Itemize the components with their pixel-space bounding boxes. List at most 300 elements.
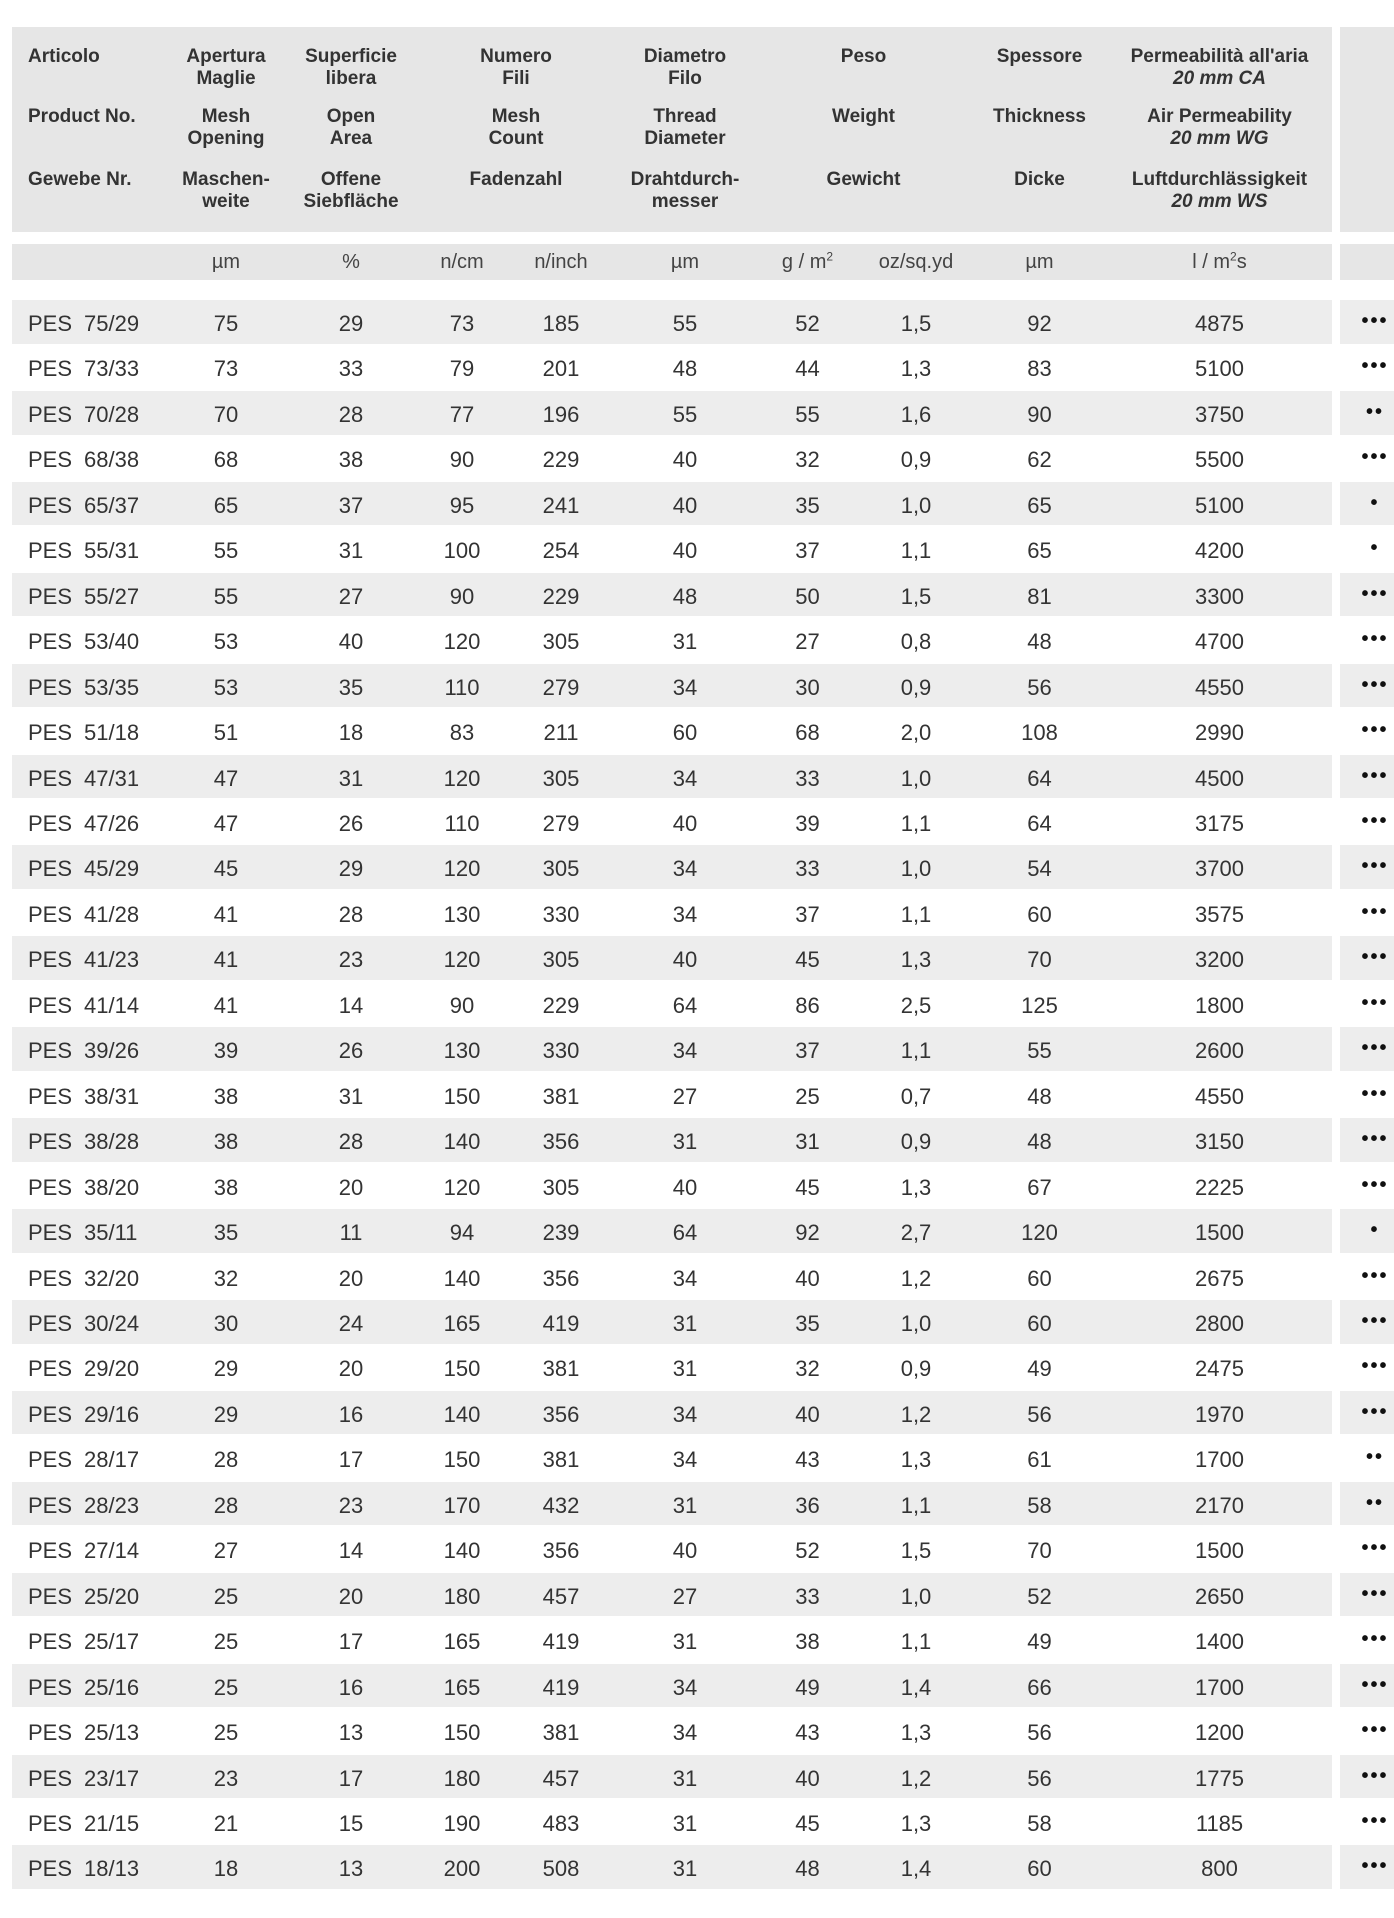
- col-ozyd: 2,0: [900, 720, 932, 746]
- col-air: 4550: [1195, 1083, 1244, 1109]
- col-opening: 70: [167, 391, 285, 435]
- col-air: 4700: [1195, 629, 1244, 655]
- unit-thread: µm: [615, 244, 755, 280]
- product-code: PES 75/29: [12, 300, 167, 344]
- col-opening: 53: [213, 629, 239, 655]
- product-code: PES 47/31: [12, 755, 167, 799]
- col-open-area: 31: [338, 1083, 364, 1109]
- col-thickness: 60: [972, 1845, 1107, 1889]
- col-open-area: 20: [338, 1265, 364, 1291]
- product-code: PES 47/26: [28, 810, 140, 836]
- col-open-area: 16: [285, 1391, 417, 1435]
- col-ninch: 305: [507, 936, 615, 980]
- rating-dots: •••: [1340, 1027, 1394, 1071]
- col-opening: 32: [213, 1265, 239, 1291]
- col-ncm: 110: [444, 810, 480, 836]
- col-opening: 55: [213, 538, 239, 564]
- col-thread: 31: [615, 1755, 755, 1799]
- col-thickness: 48: [1027, 629, 1052, 655]
- col-ninch: 196: [507, 391, 615, 435]
- product-code: PES 41/14: [28, 992, 140, 1018]
- header-thread: Diametro Filo Thread Diameter Drahtdurch-messer: [615, 27, 755, 232]
- rating-dots: •: [1340, 482, 1394, 526]
- col-open-area: 14: [338, 1538, 364, 1564]
- col-air: 1185: [1195, 1810, 1244, 1836]
- col-gm2: 50: [755, 573, 860, 617]
- table-row: [12, 1027, 1389, 1071]
- col-ninch: 508: [507, 1845, 615, 1889]
- col-opening: 38: [213, 1174, 239, 1200]
- col-ozyd: 1,3: [900, 1174, 932, 1200]
- col-ncm: 94: [417, 1209, 507, 1253]
- table-row: [12, 1755, 1389, 1799]
- rating-dots: •••: [1340, 573, 1394, 617]
- col-ncm: 120: [417, 845, 507, 889]
- col-gm2: 37: [795, 538, 820, 564]
- table-row: [12, 982, 1389, 1026]
- col-ninch: 419: [507, 1300, 615, 1344]
- col-thickness: 56: [972, 1755, 1107, 1799]
- table-row: [12, 1209, 1382, 1253]
- col-thickness: 70: [972, 936, 1107, 980]
- product-code: PES 53/35: [12, 664, 167, 708]
- rating-dots: •••: [1361, 355, 1389, 378]
- unit-ozyd: oz/sq.yd: [860, 244, 972, 280]
- rating-dots: ••: [1340, 391, 1394, 435]
- col-ninch: 356: [507, 1391, 615, 1435]
- col-air: 3150: [1107, 1118, 1332, 1162]
- col-ozyd: 1,4: [860, 1664, 972, 1708]
- col-air: 2600: [1107, 1027, 1332, 1071]
- col-ozyd: 1,1: [860, 1482, 972, 1526]
- col-ninch: 305: [542, 629, 580, 655]
- col-thickness: 70: [1027, 1538, 1052, 1564]
- col-air: 3175: [1195, 810, 1244, 836]
- col-ozyd: 2,7: [860, 1209, 972, 1253]
- col-thickness: 125: [1021, 992, 1058, 1018]
- col-air: 4200: [1195, 538, 1244, 564]
- col-ozyd: 1,2: [860, 1755, 972, 1799]
- col-air: 4550: [1107, 664, 1332, 708]
- col-gm2: 38: [795, 1629, 820, 1655]
- col-thread: 31: [672, 1629, 698, 1655]
- col-ncm: 77: [417, 391, 507, 435]
- col-opening: 18: [167, 1845, 285, 1889]
- col-ncm: 79: [449, 356, 475, 382]
- col-thread: 27: [672, 1083, 698, 1109]
- col-gm2: 35: [755, 482, 860, 526]
- col-gm2: 33: [755, 755, 860, 799]
- col-gm2: 39: [795, 810, 820, 836]
- rating-dots: •••: [1361, 719, 1389, 742]
- product-code: PES 29/20: [28, 1356, 140, 1382]
- col-ozyd: 1,5: [860, 300, 972, 344]
- col-thickness: 92: [972, 300, 1107, 344]
- table-row: [12, 1300, 1389, 1344]
- rating-dots: •••: [1361, 1537, 1389, 1560]
- col-air: 1400: [1195, 1629, 1244, 1655]
- table-row: [12, 618, 1389, 662]
- col-ozyd: 1,0: [860, 755, 972, 799]
- col-gm2: 32: [795, 447, 820, 473]
- table-row: [12, 936, 1389, 980]
- rating-dots: •••: [1361, 446, 1389, 469]
- col-ozyd: 1,2: [900, 1265, 932, 1291]
- product-code: PES 25/17: [28, 1629, 140, 1655]
- col-gm2: 30: [755, 664, 860, 708]
- col-ozyd: 0,8: [900, 629, 932, 655]
- col-ninch: 241: [507, 482, 615, 526]
- col-air: 3700: [1107, 845, 1332, 889]
- col-thread: 34: [615, 1027, 755, 1071]
- product-code: PES 27/14: [28, 1538, 140, 1564]
- col-thread: 40: [672, 810, 698, 836]
- col-air: 2650: [1107, 1573, 1332, 1617]
- table-row: [12, 1573, 1389, 1617]
- col-thread: 64: [672, 992, 698, 1018]
- col-ncm: 140: [417, 1391, 507, 1435]
- col-open-area: 26: [285, 1027, 417, 1071]
- col-thickness: 64: [1027, 810, 1052, 836]
- col-opening: 47: [213, 810, 239, 836]
- rating-dots: •••: [1340, 1118, 1394, 1162]
- rating-dots: •••: [1361, 1719, 1389, 1742]
- col-gm2: 52: [795, 1538, 820, 1564]
- col-gm2: 45: [755, 936, 860, 980]
- product-code: PES 68/38: [28, 447, 140, 473]
- table-row: [12, 1482, 1382, 1526]
- col-ncm: 120: [417, 936, 507, 980]
- col-thickness: 81: [972, 573, 1107, 617]
- rating-dots: •••: [1340, 1845, 1394, 1889]
- col-open-area: 13: [338, 1720, 364, 1746]
- col-opening: 39: [167, 1027, 285, 1071]
- col-ninch: 432: [507, 1482, 615, 1526]
- col-ozyd: 0,9: [860, 664, 972, 708]
- col-opening: 41: [213, 992, 239, 1018]
- col-thread: 40: [615, 936, 755, 980]
- header-air-permeability: Permeabilità all'aria 20 mm CA Air Permeability 20 mm WG Luftdurchlässigkeit 20 mm WS: [1107, 27, 1332, 232]
- col-gm2: 40: [795, 1265, 820, 1291]
- col-opening: 28: [213, 1447, 239, 1473]
- product-code: PES 21/15: [28, 1810, 140, 1836]
- col-ozyd: 1,5: [860, 573, 972, 617]
- col-open-area: 40: [338, 629, 364, 655]
- col-ozyd: 1,1: [900, 810, 932, 836]
- col-open-area: 17: [338, 1629, 364, 1655]
- col-opening: 27: [213, 1538, 239, 1564]
- col-opening: 25: [167, 1664, 285, 1708]
- product-code: PES 35/11: [12, 1209, 167, 1253]
- rating-dots: •••: [1361, 1628, 1389, 1651]
- col-thickness: 65: [972, 482, 1107, 526]
- col-ncm: 110: [417, 664, 507, 708]
- col-ozyd: 1,0: [860, 1300, 972, 1344]
- col-thickness: 49: [1027, 1356, 1052, 1382]
- col-ncm: 190: [443, 1810, 481, 1836]
- product-code: PES 38/20: [28, 1174, 140, 1200]
- col-gm2: 33: [755, 1573, 860, 1617]
- product-code: PES 73/33: [28, 356, 140, 382]
- col-open-area: 28: [285, 391, 417, 435]
- table-row: [12, 664, 1389, 708]
- col-opening: 21: [213, 1810, 239, 1836]
- col-open-area: 18: [338, 720, 364, 746]
- col-open-area: 23: [285, 1482, 417, 1526]
- col-thickness: 62: [1027, 447, 1052, 473]
- table-row: [12, 1527, 1389, 1571]
- table-row: [12, 1800, 1389, 1844]
- table-row: [12, 891, 1389, 935]
- rating-dots: •••: [1361, 628, 1389, 651]
- rating-dots: •••: [1361, 1173, 1389, 1196]
- col-ninch: 419: [542, 1629, 580, 1655]
- col-ozyd: 1,1: [900, 901, 932, 927]
- col-thread: 40: [672, 538, 698, 564]
- col-thickness: 58: [972, 1482, 1107, 1526]
- unit-thickness: µm: [972, 244, 1107, 280]
- col-ncm: 200: [417, 1845, 507, 1889]
- col-ninch: 229: [542, 992, 580, 1018]
- table-row: [12, 1118, 1389, 1162]
- col-ncm: 90: [417, 573, 507, 617]
- col-thread: 60: [672, 720, 698, 746]
- col-ncm: 140: [417, 1118, 507, 1162]
- col-opening: 38: [167, 1118, 285, 1162]
- col-gm2: 36: [755, 1482, 860, 1526]
- product-code: PES 25/16: [12, 1664, 167, 1708]
- unit-ncm: n/cm: [417, 244, 507, 280]
- product-code: PES 55/31: [28, 538, 140, 564]
- col-ninch: 279: [507, 664, 615, 708]
- table-row: [12, 300, 1389, 344]
- col-gm2: 33: [755, 845, 860, 889]
- unit-air: l / $m^2s$: [1107, 244, 1332, 280]
- product-code: PES 45/29: [12, 845, 167, 889]
- col-ncm: 100: [443, 538, 481, 564]
- col-open-area: 13: [285, 1845, 417, 1889]
- col-ninch: 305: [542, 1174, 580, 1200]
- col-thread: 34: [615, 845, 755, 889]
- col-air: 800: [1107, 1845, 1332, 1889]
- table-row: [12, 345, 1389, 389]
- col-ncm: 150: [443, 1447, 481, 1473]
- col-thread: 31: [672, 1356, 698, 1382]
- unit-opening: µm: [167, 244, 285, 280]
- col-open-area: 26: [338, 810, 364, 836]
- rating-dots: •••: [1340, 1573, 1394, 1617]
- col-ncm: 130: [417, 1027, 507, 1071]
- col-open-area: 23: [285, 936, 417, 980]
- col-gm2: 49: [755, 1664, 860, 1708]
- col-ninch: 381: [542, 1447, 580, 1473]
- col-air: 1700: [1107, 1664, 1332, 1708]
- table-row: [12, 1709, 1389, 1753]
- col-gm2: 48: [755, 1845, 860, 1889]
- col-open-area: 11: [285, 1209, 417, 1253]
- col-thickness: 56: [972, 1391, 1107, 1435]
- col-opening: 28: [167, 1482, 285, 1526]
- product-code: PES 65/37: [12, 482, 167, 526]
- rating-dots: •••: [1361, 809, 1389, 832]
- col-thickness: 52: [972, 1573, 1107, 1617]
- col-thickness: 66: [972, 1664, 1107, 1708]
- rating-dots: •••: [1361, 900, 1389, 923]
- col-ncm: 83: [449, 720, 475, 746]
- col-ncm: 140: [443, 1538, 481, 1564]
- header-open-area: Superficie libera Open Area Offene Siebfläche: [285, 27, 417, 232]
- col-ozyd: 0,9: [900, 1356, 932, 1382]
- table-row: [12, 573, 1389, 617]
- col-ncm: 165: [443, 1629, 481, 1655]
- product-code: PES 38/28: [12, 1118, 167, 1162]
- col-thread: 34: [615, 755, 755, 799]
- col-gm2: 32: [795, 1356, 820, 1382]
- col-open-area: 33: [338, 356, 364, 382]
- col-thickness: 60: [1027, 1265, 1052, 1291]
- header-thickness: Spessore Thickness Dicke: [972, 27, 1107, 232]
- col-ninch: 381: [542, 1720, 580, 1746]
- col-gm2: 40: [755, 1755, 860, 1799]
- col-thread: 31: [615, 1845, 755, 1889]
- table-row: [12, 1845, 1389, 1889]
- col-opening: 47: [167, 755, 285, 799]
- col-ninch: 356: [542, 1265, 580, 1291]
- rating-dots: •••: [1340, 755, 1394, 799]
- col-opening: 25: [213, 1720, 239, 1746]
- col-ozyd: 1,1: [900, 1629, 932, 1655]
- table-body: [12, 300, 1389, 1889]
- col-ozyd: 1,0: [860, 482, 972, 526]
- col-open-area: 28: [338, 901, 364, 927]
- col-air: 5500: [1195, 447, 1244, 473]
- col-thread: 31: [672, 1810, 698, 1836]
- col-open-area: 31: [285, 755, 417, 799]
- col-opening: 29: [167, 1391, 285, 1435]
- table-row: [12, 1391, 1389, 1435]
- col-ninch: 483: [542, 1810, 580, 1836]
- col-ozyd: 1,0: [860, 1573, 972, 1617]
- col-opening: 25: [213, 1629, 239, 1655]
- unit-open-area: %: [285, 244, 417, 280]
- col-ninch: 185: [507, 300, 615, 344]
- col-ozyd: 1,1: [860, 1027, 972, 1071]
- col-thread: 27: [615, 1573, 755, 1617]
- col-gm2: 45: [795, 1174, 820, 1200]
- col-air: 3575: [1195, 901, 1244, 927]
- col-air: 4875: [1107, 300, 1332, 344]
- col-thickness: 64: [972, 755, 1107, 799]
- col-thread: 34: [672, 1447, 698, 1473]
- col-ozyd: 0,9: [900, 447, 932, 473]
- col-opening: 29: [213, 1356, 239, 1382]
- table-row: [12, 1073, 1389, 1117]
- col-thread: 34: [672, 901, 698, 927]
- product-code: PES 38/31: [28, 1083, 140, 1109]
- col-thread: 40: [672, 1538, 698, 1564]
- table-row: [12, 1664, 1389, 1708]
- col-ozyd: 2,5: [900, 992, 932, 1018]
- col-thickness: 120: [972, 1209, 1107, 1253]
- col-open-area: 31: [338, 538, 364, 564]
- table-row: [12, 1345, 1389, 1389]
- col-ncm: 95: [417, 482, 507, 526]
- rating-dots: •••: [1340, 936, 1394, 980]
- col-open-area: 35: [285, 664, 417, 708]
- col-open-area: 24: [285, 1300, 417, 1344]
- col-ninch: 356: [507, 1118, 615, 1162]
- col-ozyd: 1,6: [860, 391, 972, 435]
- col-gm2: 44: [795, 356, 820, 382]
- col-ninch: 201: [542, 356, 580, 382]
- col-ninch: 305: [507, 755, 615, 799]
- col-gm2: 55: [755, 391, 860, 435]
- col-open-area: 29: [285, 845, 417, 889]
- col-open-area: 20: [338, 1174, 364, 1200]
- col-opening: 41: [167, 936, 285, 980]
- col-ninch: 457: [507, 1755, 615, 1799]
- col-ncm: 150: [443, 1720, 481, 1746]
- col-thread: 31: [672, 629, 698, 655]
- col-gm2: 27: [795, 629, 820, 655]
- col-thickness: 49: [1027, 1629, 1052, 1655]
- col-thread: 34: [615, 664, 755, 708]
- col-ozyd: 1,3: [900, 1447, 932, 1473]
- col-thread: 40: [672, 1174, 698, 1200]
- product-code: PES 53/40: [28, 629, 140, 655]
- col-thread: 55: [615, 391, 755, 435]
- table-row: [12, 482, 1382, 526]
- col-thickness: 48: [1027, 1083, 1052, 1109]
- col-ncm: 120: [443, 1174, 481, 1200]
- col-thickness: 83: [1027, 356, 1052, 382]
- col-gm2: 37: [795, 901, 820, 927]
- col-thickness: 65: [1027, 538, 1052, 564]
- rating-dots: •••: [1340, 1664, 1394, 1708]
- col-thread: 31: [615, 1482, 755, 1526]
- col-thread: 31: [615, 1118, 755, 1162]
- col-open-area: 27: [285, 573, 417, 617]
- col-air: 1775: [1107, 1755, 1332, 1799]
- rating-dots: •••: [1361, 1082, 1389, 1105]
- header-weight: Peso Weight Gewicht: [755, 27, 972, 232]
- rating-dots: •••: [1361, 991, 1389, 1014]
- col-gm2: 31: [755, 1118, 860, 1162]
- col-ninch: 254: [542, 538, 580, 564]
- col-gm2: 25: [795, 1083, 820, 1109]
- col-open-area: 17: [338, 1447, 364, 1473]
- rating-dots: •••: [1340, 300, 1394, 344]
- col-ninch: 229: [507, 573, 615, 617]
- col-ncm: 120: [443, 629, 481, 655]
- col-air: 1500: [1107, 1209, 1332, 1253]
- table-row: [12, 1255, 1389, 1299]
- rating-dots: •••: [1340, 1755, 1394, 1799]
- table-header: [12, 27, 1382, 232]
- rating-dots: •••: [1340, 1300, 1394, 1344]
- rating-dots: •••: [1361, 1809, 1389, 1832]
- col-open-area: 15: [338, 1810, 364, 1836]
- header-rating: [1340, 27, 1394, 232]
- col-gm2: 68: [795, 720, 820, 746]
- col-gm2: 45: [795, 1810, 820, 1836]
- col-ozyd: 1,4: [860, 1845, 972, 1889]
- col-ninch: 457: [507, 1573, 615, 1617]
- col-ozyd: 0,7: [900, 1083, 932, 1109]
- col-air: 1970: [1107, 1391, 1332, 1435]
- table-row: [12, 436, 1389, 480]
- product-code: PES 25/20: [12, 1573, 167, 1617]
